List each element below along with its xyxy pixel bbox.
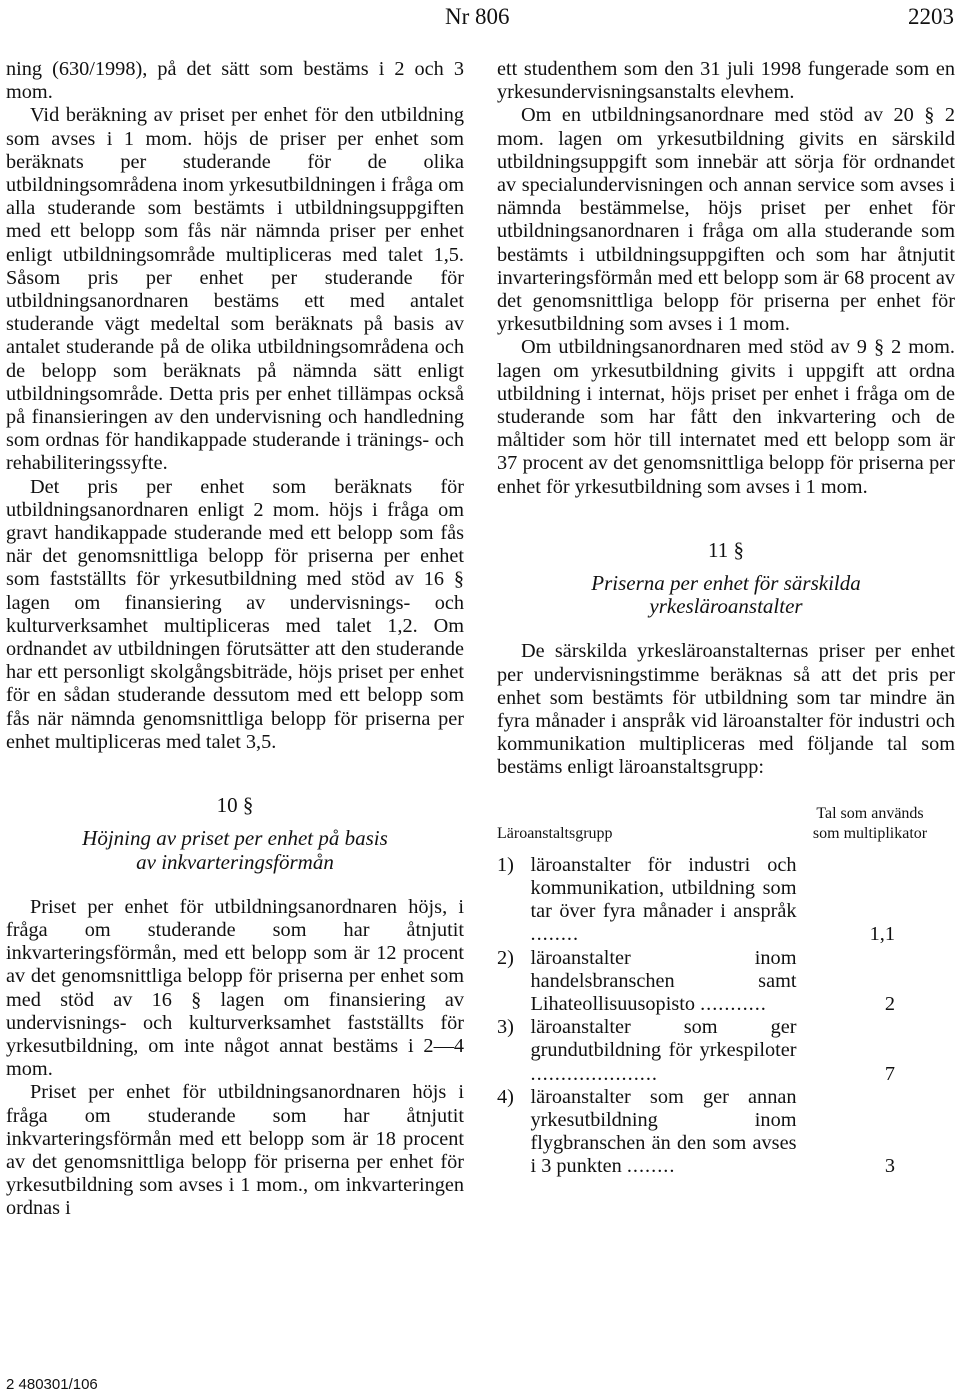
section-title-line: av inkvarteringsförmån — [136, 849, 334, 874]
row-label: läroanstalter för industri och kommunikation, utbildning som tar över fyra månader i anspråk — [530, 853, 797, 923]
leader-dots: ........ — [626, 1155, 676, 1178]
leader-dots: ........ — [530, 923, 580, 946]
table-column-header — [785, 804, 955, 844]
leader-dots: ..................... — [530, 1062, 658, 1085]
paragraph: Vid beräkning av priset per enhet för den utbildning som avses i 1 mom. höjs de priser per enhet som beräknats per studerande för de olika utbildningsområdena inom yrkesutbildningen i fråga om alla studerande som bestämts i utbildningsuppgiften med ett belopp som fås när nämnda priser per enhet enligt utbildningsområde multipliceras med talet 1,5. Såsom pris per enhet per studerande för utbildningsanordnaren bestäms ett med antalet studerande vägt medeltal som beräknats på basis av antalet studerande på de olika utbildningsområdena och de belopp som beräknats på nämnda sätt enligt utbildningsområde. Detta pris per enhet tillämpas också på finansieringen av den undervisning och handledning som ordnas för handikappade studerande i tränings- och rehabiliteringssyfte. — [6, 104, 464, 475]
table-header — [497, 804, 955, 844]
table-row — [497, 947, 955, 1017]
section-title — [497, 572, 955, 618]
paragraph: Det pris per enhet som beräknats för utbildningsanordnaren enligt 2 mom. höjs i fråga om gravt handikappade studerande med ett belopp som fås när det genomsnittliga belopp för priserna per enhet som fastställts för yrkesutbildning med stöd av 16 § lagen om finansiering av undervisnings- och kulturverksamhet multipliceras med talet 1,2. Om ordnandet av utbildningen förutsätter att den studerande har ett personligt skolgångsbiträde, höjs priset per enhet för en sådan studerande dessutom med ett belopp som fås när nämnda genomsnittliga belopp för priserna per enhet multipliceras med talet 3,5. — [6, 475, 464, 753]
table-column-header: Läroanstaltsgrupp — [497, 824, 613, 842]
row-value: 1,1 — [869, 923, 895, 946]
table-column-header-line: Tal som används — [816, 804, 924, 822]
row-text — [531, 947, 797, 1017]
section-title-line: yrkesläroanstalter — [649, 594, 803, 619]
section-title-line: Priserna per enhet för särskilda — [591, 571, 861, 596]
row-text — [531, 1086, 797, 1179]
section-title-line: Höjning av priset per enhet på basis — [82, 826, 388, 851]
row-value: 3 — [884, 1155, 895, 1178]
row-label: läroanstalter som ger grundutbildning för yrkespiloter — [530, 1016, 797, 1062]
table-row — [497, 854, 955, 947]
row-value: 2 — [884, 992, 895, 1015]
row-text — [531, 854, 797, 947]
left-column — [6, 58, 464, 1221]
row-number: 2) — [497, 946, 514, 969]
paragraph: Priset per enhet för utbildningsanordnaren höjs i fråga om studerande som har åtnjutit inkvarteringsförmån med ett belopp som är 18 procent av det genomsnittliga belopp för priserna per enhet för yrkesutbildning som avses i 1 mom., om inkvarteringen ordnas i — [6, 1081, 464, 1220]
row-label: läroanstalter inom handelsbranschen samt Lihateollisuusopisto — [530, 946, 797, 1015]
page-number: 2203 — [908, 4, 954, 29]
section-title — [6, 827, 464, 873]
row-text — [531, 1016, 797, 1086]
section-number: 10 § — [216, 793, 254, 818]
page-footer: 2 480301/106 — [6, 1376, 98, 1393]
row-value: 7 — [884, 1062, 895, 1085]
paragraph: ett studenthem som den 31 juli 1998 fungerade som en yrkesundervisningsanstalts elevhem. — [497, 58, 955, 104]
right-column — [497, 58, 955, 1179]
row-number: 3) — [497, 1016, 514, 1039]
document-number: Nr 806 — [445, 4, 510, 29]
table-row — [497, 1016, 955, 1086]
paragraph: Om utbildningsanordnaren med stöd av 9 § 2 mom. lagen om yrkesutbildning givits i uppgift att ordna utbildning i internat, höjs priset per enhet i fråga om de studerande som har fått den inkvartering och de måltider som hör till internatet med ett belopp som är 37 procent av det genomsnittliga belopp för priserna per enhet för yrkesutbildning som avses i 1 mom. — [497, 336, 955, 498]
leader-dots: ........... — [700, 992, 767, 1015]
paragraph: Om en utbildningsanordnare med stöd av 20 § 2 mom. lagen om yrkesutbildning givits en särskild utbildningsuppgift som innebär att sörja för ordnandet av specialundervisningen och annan service som avses i nämnda bestämmelse, höjs priset per enhet för utbildningsanordnaren i fråga om alla studerande som bestämts i utbildningsuppgiften och som har åtnjutit invarteringsförmån med ett belopp som är 68 procent av det genomsnittliga belopp för priserna per enhet för yrkesutbildning som avses i 1 mom. — [497, 104, 955, 336]
row-number: 4) — [497, 1085, 514, 1108]
paragraph: De särskilda yrkesläroanstalternas priser per enhet per undervisningstimme beräknas så att det pris per enhet som bestämts för utbildning som tar mindre än fyra månader i anspråk vid läroanstalter för industri och kommunikation multipliceras med följande tal som bestäms enligt läroanstaltsgrupp: — [497, 640, 955, 779]
table-column-header-line: som multiplikator — [812, 824, 928, 842]
paragraph: Priset per enhet för utbildningsanordnaren höjs, i fråga om studerande som har åtnjutit inkvarteringsförmån, med ett belopp som är 12 procent av det genomsnittliga belopp för priserna per enhet som med stöd av 16 § lagen om finansiering av undervisnings- och kulturverksamhet fastställts för yrkesutbildning, om inte något annat bestäms i 2—4 mom. — [6, 895, 464, 1081]
section-number: 11 § — [708, 537, 744, 562]
row-number: 1) — [497, 853, 514, 876]
paragraph: ning (630/1998), på det sätt som bestäms i 2 och 3 mom. — [6, 58, 464, 104]
table-row — [497, 1086, 955, 1179]
row-label: läroanstalter som ger annan yrkesutbildning inom flygbranschen än den som avses i 3 punkten — [530, 1085, 797, 1178]
